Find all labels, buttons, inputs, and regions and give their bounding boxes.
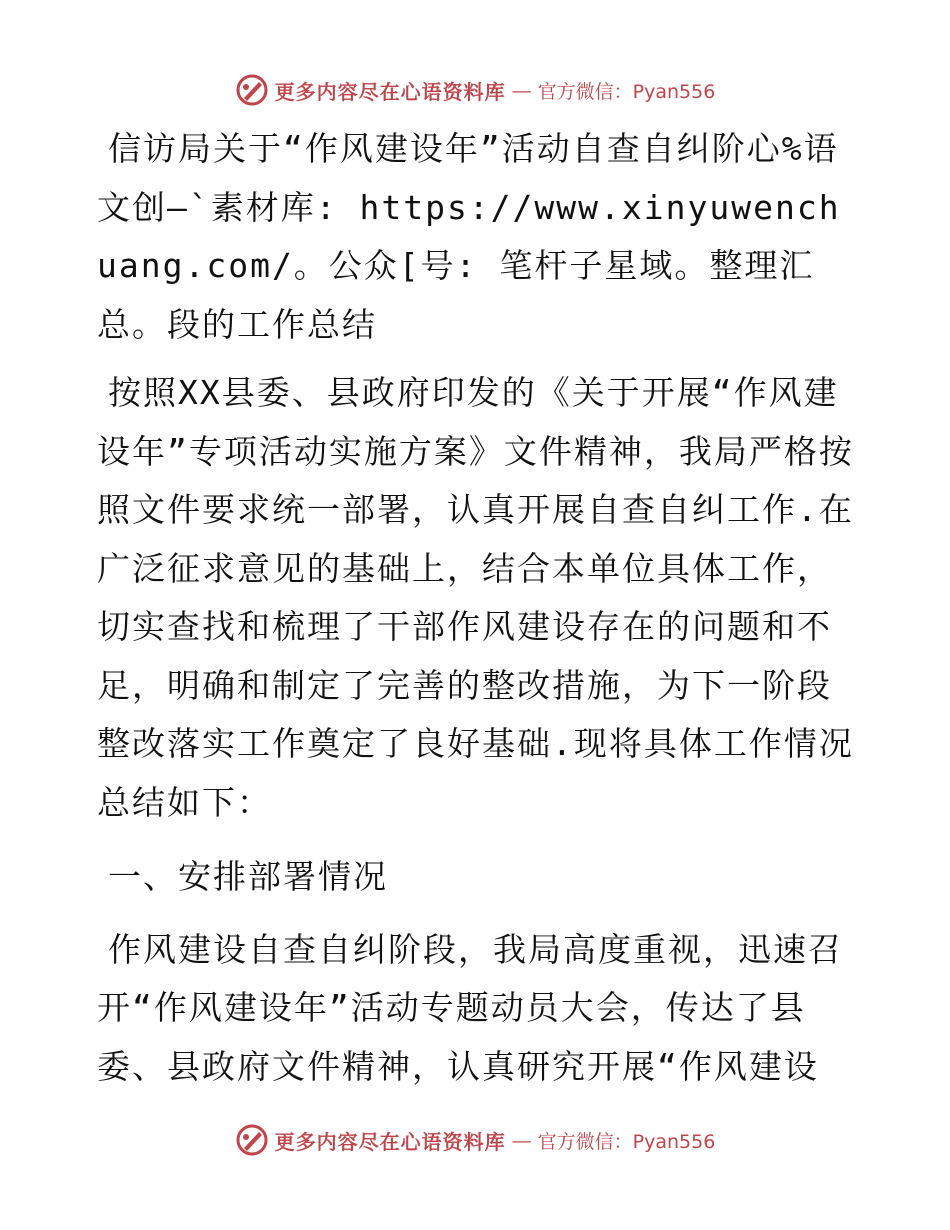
banner-contact-text: 官方微信：Pyan556 — [537, 80, 716, 103]
intro-text: 按照XX县委、县政府印发的《关于开展“作风建设年”专项活动实施方案》文件精神，我局严格按照文件要求统一部署，认真开展自查自纠工作.在广泛征求意见的基础上，结合本单位具体工作，切实查找和梳理了干部作风建设存在的问题和不足，明确和制定了完善的整改措施，为下一阶段整改落实工作奠定了良好基础.现将具体工作情况总结如下： — [97, 373, 854, 822]
intro-paragraph — [97, 364, 857, 832]
title-text: 信访局关于“作风建设年”活动自查自纠阶心%语文创—`素材库: https://www.xinyuwenchuang.com/。公众[号: 笔杆子星域。整理汇总。段的工作总结 — [97, 129, 841, 344]
section-text: 作风建设自查自纠阶段，我局高度重视，迅速召开“作风建设年”活动专题动员大会，传达了县委、县政府文件精神，认真研究开展“作风建设 — [97, 929, 843, 1086]
section-paragraph — [97, 921, 857, 1097]
section-heading-text: 一、安排部署情况 — [108, 857, 388, 896]
banner-brand-text: 更多内容尽在心语资料库 — [274, 79, 506, 104]
document-title-paragraph — [97, 120, 857, 354]
header-banner — [0, 70, 950, 110]
footer-brand-text: 更多内容尽在心语资料库 — [274, 1129, 506, 1154]
document-body — [97, 120, 857, 1106]
pen-seal-icon — [235, 1123, 269, 1157]
banner-separator: — — [511, 78, 532, 102]
pen-seal-icon — [235, 73, 269, 107]
section-heading — [97, 848, 857, 907]
footer-separator: — — [511, 1128, 532, 1152]
footer-banner — [0, 1120, 950, 1160]
footer-contact-text: 官方微信：Pyan556 — [537, 1130, 716, 1153]
